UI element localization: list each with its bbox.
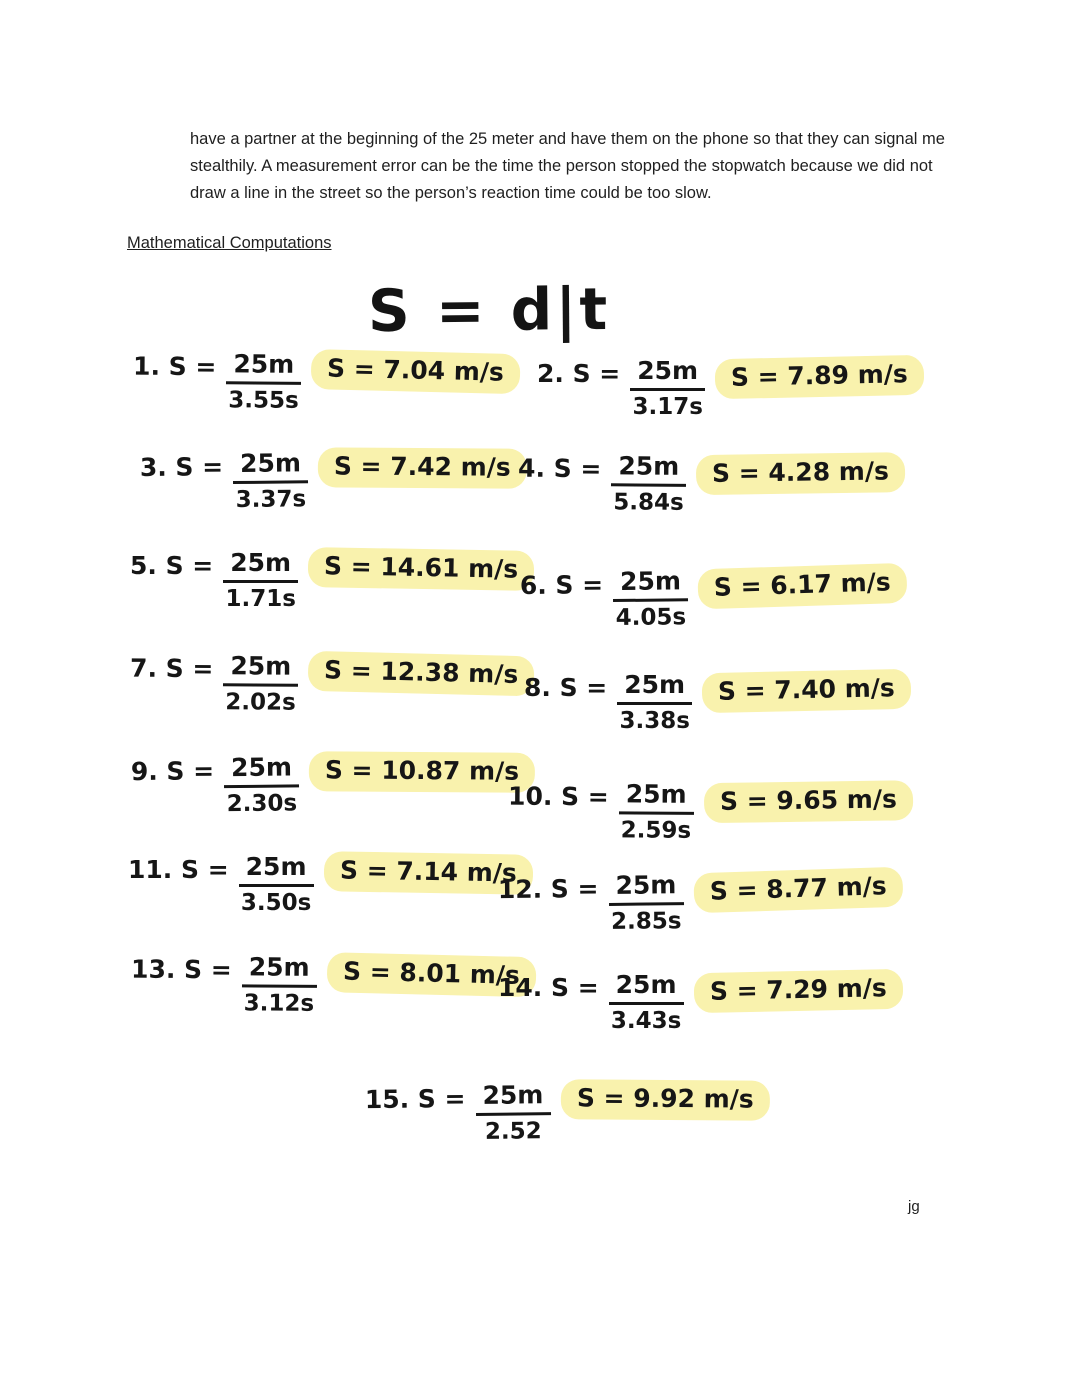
result-highlight: S = 9.92 m/s <box>560 1079 769 1120</box>
fraction-denominator: 3.12s <box>243 990 315 1017</box>
result-highlight: S = 10.87 m/s <box>309 751 535 793</box>
result-highlight: S = 8.01 m/s <box>326 952 536 997</box>
fraction-numerator: 25m <box>233 448 308 484</box>
fraction-denominator: 3.55s <box>228 387 299 414</box>
fraction <box>224 752 300 817</box>
problem-label: 10. S = <box>508 781 609 812</box>
result-highlight: S = 6.17 m/s <box>697 563 907 610</box>
fraction <box>617 670 692 734</box>
footer-initials: jg <box>908 1198 920 1215</box>
fraction <box>613 566 689 631</box>
problem-12 <box>498 868 903 936</box>
result-highlight: S = 8.77 m/s <box>693 867 903 914</box>
problem-label: 11. S = <box>128 855 229 884</box>
problem-1 <box>133 349 520 416</box>
fraction-denominator: 2.85s <box>610 908 682 935</box>
problem-label: 14. S = <box>498 973 599 1002</box>
problem-label: 6. S = <box>519 570 604 601</box>
problem-label: 7. S = <box>130 653 214 684</box>
fraction <box>611 451 686 516</box>
problem-9 <box>131 750 536 818</box>
problem-label: 15. S = <box>364 1084 466 1115</box>
result-highlight: S = 4.28 m/s <box>696 452 905 495</box>
fraction <box>608 870 684 935</box>
result-highlight: S = 9.65 m/s <box>703 780 912 823</box>
fraction-numerator: 25m <box>617 670 692 705</box>
body-paragraph: have a partner at the beginning of the 25 meter and have them on the phone so that they can signal me stealthily. A measurement error can be the time the person stopped the stopwatch because we did not draw a line in the street so the person’s reaction time could be too slow. <box>190 130 945 202</box>
fraction-numerator: 25m <box>224 752 299 788</box>
fraction-denominator: 1.71s <box>225 586 296 612</box>
problem-8 <box>524 670 911 734</box>
fraction-numerator: 25m <box>609 970 684 1005</box>
fraction <box>223 548 298 612</box>
problem-label: 13. S = <box>131 954 232 985</box>
problem-7 <box>130 651 535 718</box>
fraction <box>618 779 693 844</box>
fraction <box>241 952 316 1017</box>
fraction-numerator: 25m <box>613 566 688 602</box>
problem-label: 5. S = <box>130 551 214 580</box>
problem-label: 4. S = <box>518 453 602 484</box>
fraction <box>609 970 684 1034</box>
fraction-numerator: 25m <box>239 852 314 887</box>
fraction <box>475 1080 551 1145</box>
fraction <box>226 349 301 414</box>
fraction <box>233 448 309 513</box>
fraction-numerator: 25m <box>475 1080 550 1116</box>
fraction-denominator: 4.05s <box>615 604 687 632</box>
result-highlight: S = 7.04 m/s <box>311 349 521 394</box>
fraction-numerator: 25m <box>242 952 317 988</box>
section-heading: Mathematical Computations <box>127 234 332 252</box>
speed-formula: S = d|t <box>367 274 611 346</box>
problem-13 <box>131 952 536 1019</box>
problem-10 <box>508 779 913 846</box>
problem-label: 12. S = <box>497 874 599 905</box>
problem-label: 2. S = <box>537 359 621 388</box>
result-highlight: S = 14.61 m/s <box>308 547 535 591</box>
problem-label: 8. S = <box>524 673 608 702</box>
problem-6 <box>520 564 908 632</box>
fraction-denominator: 2.30s <box>226 790 298 818</box>
fraction-numerator: 25m <box>223 651 298 687</box>
fraction-denominator: 2.59s <box>620 817 692 844</box>
problem-4 <box>518 451 905 518</box>
fraction <box>630 356 705 420</box>
problem-label: 3. S = <box>139 452 224 483</box>
problem-label: 1. S = <box>133 351 217 382</box>
fraction-numerator: 25m <box>619 779 694 815</box>
fraction-denominator: 3.38s <box>619 708 690 734</box>
fraction-denominator: 2.52 <box>484 1118 542 1145</box>
result-highlight: S = 7.42 m/s <box>318 447 527 488</box>
result-highlight: S = 7.89 m/s <box>715 355 925 399</box>
fraction-numerator: 25m <box>611 451 686 487</box>
result-highlight: S = 7.40 m/s <box>702 669 912 713</box>
fraction <box>239 852 314 916</box>
fraction-denominator: 3.50s <box>240 890 312 916</box>
result-highlight: S = 12.38 m/s <box>308 651 535 697</box>
fraction-denominator: 5.84s <box>613 489 684 516</box>
problem-label: 9. S = <box>130 756 215 787</box>
problem-14 <box>498 970 902 1034</box>
result-highlight: S = 7.14 m/s <box>323 851 532 895</box>
problem-2 <box>537 356 924 420</box>
problem-3 <box>140 446 528 514</box>
fraction-numerator: 25m <box>223 548 298 583</box>
fraction-denominator: 3.43s <box>610 1008 682 1034</box>
fraction-denominator: 3.37s <box>235 486 307 514</box>
fraction-numerator: 25m <box>608 870 683 906</box>
fraction-denominator: 2.02s <box>225 689 296 716</box>
fraction-numerator: 25m <box>630 356 705 391</box>
fraction <box>223 651 298 716</box>
problem-5 <box>130 548 534 612</box>
problem-11 <box>128 852 532 916</box>
result-highlight: S = 7.29 m/s <box>693 969 903 1013</box>
fraction-denominator: 3.17s <box>632 394 703 420</box>
fraction-numerator: 25m <box>226 349 301 385</box>
problem-15 <box>365 1078 770 1146</box>
